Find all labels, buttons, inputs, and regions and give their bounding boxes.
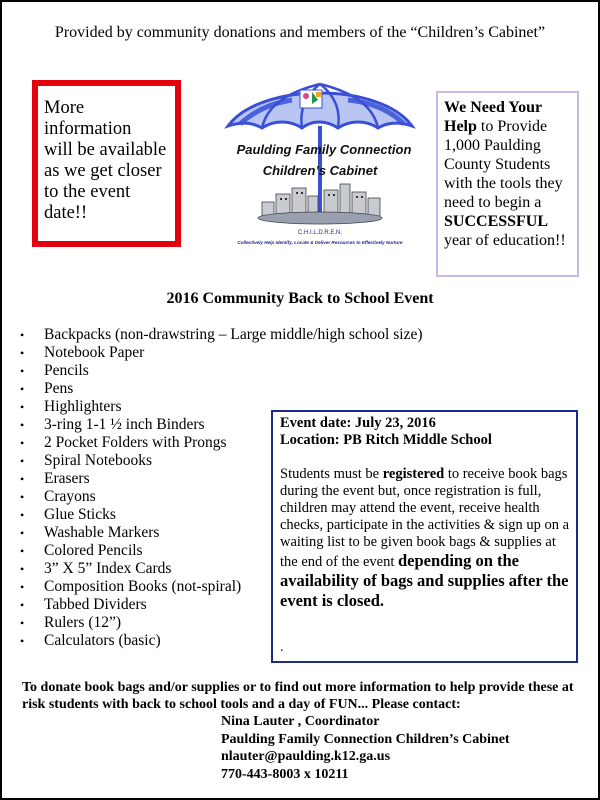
contact-organization: Paulding Family Connection Children’s Cabinet <box>221 731 510 747</box>
help-request-box <box>436 91 579 277</box>
contact-email: nlauter@paulding.k12.ga.us <box>221 749 391 764</box>
contact-name: Nina Lauter , Coordinator <box>221 714 380 729</box>
supply-item: • Glue Sticks <box>20 506 423 524</box>
availability-note: depending on the availability of bags and supplies after the event is closed. <box>280 551 569 610</box>
childrens-cabinet-logo <box>220 78 420 258</box>
info-line: as we get closer <box>44 161 162 181</box>
help-text: with the tools they <box>444 175 563 192</box>
supply-item: • Rulers (12”) <box>20 614 423 632</box>
supply-item: • Composition Books (not-spiral) <box>20 578 423 596</box>
help-text: year of education!! <box>444 232 566 249</box>
supply-item: • 2 Pocket Folders with Prongs <box>20 434 423 452</box>
help-text: to Provide <box>476 118 548 135</box>
sponsor-line: Provided by community donations and members of the “Children’s Cabinet” <box>54 24 546 41</box>
help-text: need to begin a <box>444 194 542 211</box>
logo-title-line1: Paulding Family Connection <box>236 142 412 157</box>
supply-item: • 3” X 5” Index Cards <box>20 560 423 578</box>
supply-item: • Highlighters <box>20 398 423 416</box>
supply-item: • Erasers <box>20 470 423 488</box>
supply-item: • Tabbed Dividers <box>20 596 423 614</box>
supply-item: • Backpacks (non-drawstring – Large middle/high school size) <box>20 326 423 344</box>
info-line: More information <box>44 98 132 139</box>
help-text: 1,000 Paulding <box>444 137 541 154</box>
help-bold-text: We Need Your <box>444 99 543 116</box>
logo-acronym: C.H.I.L.D.R.E.N. <box>297 230 343 236</box>
event-description: Students must be registered to receive book bags during the event but, once registration is full, children may attend the event, receive health checks, participate in the activities & sign up on a waiting list to be given book bags & supplies at the end of the event depending on the availability of bags and supplies after the event is closed. <box>280 466 570 610</box>
supply-item: • Crayons <box>20 488 423 506</box>
info-line: will be available <box>44 140 167 160</box>
event-date: Event date: July 23, 2016 <box>280 415 436 431</box>
donation-message: To donate book bags and/or supplies or to find out more information to help provide these at risk students with back to school tools and a day of FUN... Please contact: <box>22 680 574 712</box>
registered-emphasis: registered <box>382 466 445 482</box>
supply-item: • Washable Markers <box>20 524 423 542</box>
contact-phone: 770-443-8003 x 10211 <box>221 766 349 782</box>
supply-item: • Calculators (basic) <box>20 632 423 650</box>
event-details-box <box>271 410 578 663</box>
supply-item: • Notebook Paper <box>20 344 423 362</box>
event-title: 2016 Community Back to School Event <box>166 290 434 307</box>
help-bold-text: Help <box>444 118 477 135</box>
contact-block <box>221 713 510 783</box>
logo-title-line2: Children’s Cabinet <box>262 163 378 178</box>
supply-item: • Pencils <box>20 362 423 380</box>
flyer-page <box>2 2 598 798</box>
supply-item: • 3-ring 1-1 ½ inch Binders <box>20 416 423 434</box>
info-line: to the event date!! <box>44 182 131 223</box>
supply-item: • Colored Pencils <box>20 542 423 560</box>
help-text: County Students <box>444 156 551 173</box>
logo-tagline: Collectively Help Identify, Locate & Deliver Resources to Effectively Nurture <box>237 240 403 245</box>
trailing-period: . <box>280 640 284 655</box>
supply-item: • Pens <box>20 380 423 398</box>
info-notice-box <box>32 80 181 247</box>
supply-item: • Spiral Notebooks <box>20 452 423 470</box>
help-bold-text: SUCCESSFUL <box>444 213 549 230</box>
event-location: Location: PB Ritch Middle School <box>280 432 492 448</box>
